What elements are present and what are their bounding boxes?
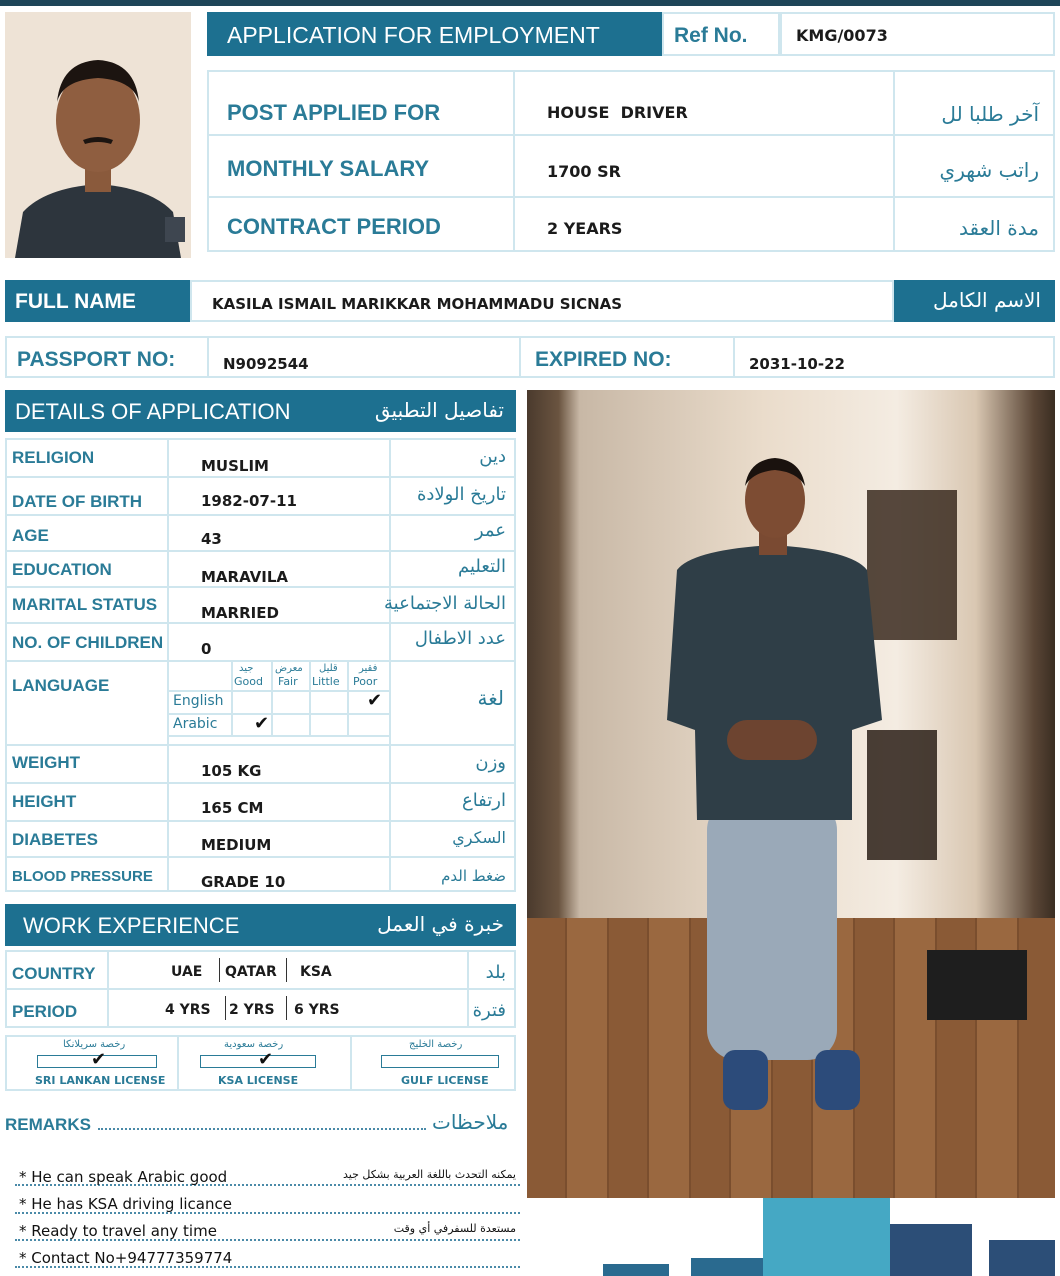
ref-value-cell xyxy=(780,12,1055,56)
decor-bar-2 xyxy=(691,1258,763,1276)
language-arabic: لغة xyxy=(477,686,504,710)
level-poor-arabic: فقير xyxy=(359,663,378,674)
remark-1: * He can speak Arabic good xyxy=(19,1168,228,1186)
children-value: 0 xyxy=(201,640,212,658)
remark-1-arabic: يمكنه التحدث باللغة العربية بشكل جيد xyxy=(343,1168,516,1181)
details-title: DETAILS OF APPLICATION xyxy=(15,399,291,424)
license-gulf-checkbox xyxy=(381,1055,499,1068)
remark-3-arabic: مستعدة للسفرفي أي وقت xyxy=(393,1222,516,1235)
religion-value: MUSLIM xyxy=(201,457,269,475)
period-uae: 4 YRS xyxy=(165,1002,211,1018)
height-value: 165 CM xyxy=(201,799,264,817)
full-name-label-cell xyxy=(5,280,190,322)
level-good-arabic: جيد xyxy=(239,663,254,674)
diabetes-label: DIABETES xyxy=(12,830,98,849)
language-arabic-name: Arabic xyxy=(173,716,218,732)
full-name-arabic-cell xyxy=(894,280,1055,322)
license-ksa-label: KSA LICENSE xyxy=(218,1074,299,1087)
children-label: NO. OF CHILDREN xyxy=(12,633,164,652)
work-experience-table xyxy=(5,950,516,1028)
blood-pressure-value: GRADE 10 xyxy=(201,873,286,891)
license-ksa-checkmark: ✔ xyxy=(258,1049,274,1070)
license-sri-lanka-label: SRI LANKAN LICENSE xyxy=(35,1074,166,1087)
license-sri-lanka-arabic: رخصة سريلانكا xyxy=(63,1039,126,1050)
decor-bar-3 xyxy=(763,1198,890,1276)
period-arabic: فترة xyxy=(472,1000,506,1021)
remark-3: * Ready to travel any time xyxy=(19,1222,217,1240)
post-applied-label: POST APPLIED FOR xyxy=(227,100,441,125)
post-applied-arabic: آخر طلبا لل xyxy=(941,102,1039,126)
ref-label: Ref No. xyxy=(674,24,748,47)
country-uae: UAE xyxy=(171,964,203,980)
level-poor: Poor xyxy=(353,675,378,688)
contract-period-value: 2 YEARS xyxy=(547,219,623,238)
level-good: Good xyxy=(234,675,263,688)
applicant-full-body-photo xyxy=(527,390,1055,1198)
details-table xyxy=(5,438,516,892)
full-name-value: KASILA ISMAIL MARIKKAR MOHAMMADU SICNAS xyxy=(212,295,623,313)
age-value: 43 xyxy=(201,530,222,548)
country-qatar: QATAR xyxy=(225,964,277,980)
license-sri-lanka xyxy=(7,1037,177,1089)
page-title: APPLICATION FOR EMPLOYMENT xyxy=(227,22,600,48)
decor-bar-4 xyxy=(890,1224,972,1276)
license-gulf xyxy=(351,1037,514,1089)
license-sri-lanka-checkmark: ✔ xyxy=(91,1049,107,1070)
applicant-portrait-photo xyxy=(5,12,191,258)
country-ksa: KSA xyxy=(300,964,332,980)
contract-period-arabic: مدة العقد xyxy=(959,216,1039,240)
work-experience-header xyxy=(5,904,516,946)
diabetes-arabic: السكري xyxy=(452,828,506,847)
marital-status-arabic: الحالة الاجتماعية xyxy=(384,593,506,614)
age-label: AGE xyxy=(12,526,49,545)
license-gulf-label: GULF LICENSE xyxy=(401,1074,489,1087)
blood-pressure-arabic: ضغط الدم xyxy=(441,867,506,885)
post-table xyxy=(207,70,1055,252)
language-english: English xyxy=(173,693,224,709)
license-ksa xyxy=(178,1037,350,1089)
top-border xyxy=(0,0,1060,6)
level-fair: Fair xyxy=(278,675,298,688)
dob-label: DATE OF BIRTH xyxy=(12,492,143,511)
language-grid xyxy=(169,662,389,736)
work-experience-title-arabic: خبرة في العمل xyxy=(377,912,504,936)
weight-label: WEIGHT xyxy=(12,753,80,772)
decor-bar-5 xyxy=(989,1240,1055,1276)
children-arabic: عدد الاطفال xyxy=(414,628,506,649)
passport-value: N9092544 xyxy=(223,355,309,373)
weight-value: 105 KG xyxy=(201,762,262,780)
ref-label-cell xyxy=(662,12,780,56)
expired-value: 2031-10-22 xyxy=(749,355,845,373)
language-label: LANGUAGE xyxy=(12,676,110,695)
dob-value: 1982-07-11 xyxy=(201,492,297,510)
period-label: PERIOD xyxy=(12,1002,78,1021)
country-arabic: بلد xyxy=(485,962,506,983)
period-qatar: 2 YRS xyxy=(229,1002,275,1018)
license-ksa-arabic: رخصة سعودية xyxy=(224,1039,284,1050)
religion-arabic: دين xyxy=(479,446,506,467)
period-ksa: 6 YRS xyxy=(294,1002,340,1018)
weight-arabic: وزن xyxy=(475,752,506,773)
details-header xyxy=(5,390,516,432)
blood-pressure-label: BLOOD PRESSURE xyxy=(12,868,153,885)
full-name-arabic: الاسم الكامل xyxy=(932,288,1041,312)
remarks-dotted-line xyxy=(98,1128,426,1130)
license-gulf-arabic: رخصة الخليج xyxy=(409,1039,463,1050)
education-label: EDUCATION xyxy=(12,560,112,579)
level-fair-arabic: معرض xyxy=(275,663,303,674)
monthly-salary-value: 1700 SR xyxy=(547,162,621,181)
height-arabic: ارتفاع xyxy=(461,790,506,811)
arabic-good-checkmark: ✔ xyxy=(254,713,270,734)
height-label: HEIGHT xyxy=(12,792,77,811)
level-little: Little xyxy=(312,675,340,688)
level-little-arabic: قليل xyxy=(319,663,338,674)
licenses-row xyxy=(5,1035,516,1091)
english-poor-checkmark: ✔ xyxy=(367,690,383,711)
contract-period-label: CONTRACT PERIOD xyxy=(227,214,441,239)
monthly-salary-label: MONTHLY SALARY xyxy=(227,156,430,181)
passport-row xyxy=(5,336,1055,378)
application-title-bar xyxy=(207,12,662,56)
remarks-arabic: ملاحظات xyxy=(432,1110,509,1134)
remark-4: * Contact No+94777359774 xyxy=(19,1249,233,1267)
post-applied-value: HOUSE DRIVER xyxy=(547,103,688,122)
education-arabic: التعليم xyxy=(458,556,506,577)
age-arabic: عمر xyxy=(474,520,506,541)
decor-bar-1 xyxy=(603,1264,669,1276)
remark-2: * He has KSA driving licance xyxy=(19,1195,232,1213)
education-value: MARAVILA xyxy=(201,568,289,586)
full-name-label: FULL NAME xyxy=(15,290,136,313)
country-label: COUNTRY xyxy=(12,964,96,983)
expired-label: EXPIRED NO: xyxy=(535,348,672,371)
diabetes-value: MEDIUM xyxy=(201,836,272,854)
work-experience-title: WORK EXPERIENCE xyxy=(23,913,240,938)
remarks-label: REMARKS xyxy=(5,1115,91,1134)
remarks-list xyxy=(5,1162,520,1272)
marital-status-value: MARRIED xyxy=(201,604,279,622)
marital-status-label: MARITAL STATUS xyxy=(12,595,158,614)
passport-label: PASSPORT NO: xyxy=(17,348,176,371)
details-title-arabic: تفاصيل التطبيق xyxy=(374,398,504,422)
dob-arabic: تاريخ الولادة xyxy=(416,484,506,505)
ref-value: KMG/0073 xyxy=(796,26,888,45)
religion-label: RELIGION xyxy=(12,448,95,467)
full-name-value-cell xyxy=(190,280,894,322)
monthly-salary-arabic: راتب شهري xyxy=(939,158,1039,182)
